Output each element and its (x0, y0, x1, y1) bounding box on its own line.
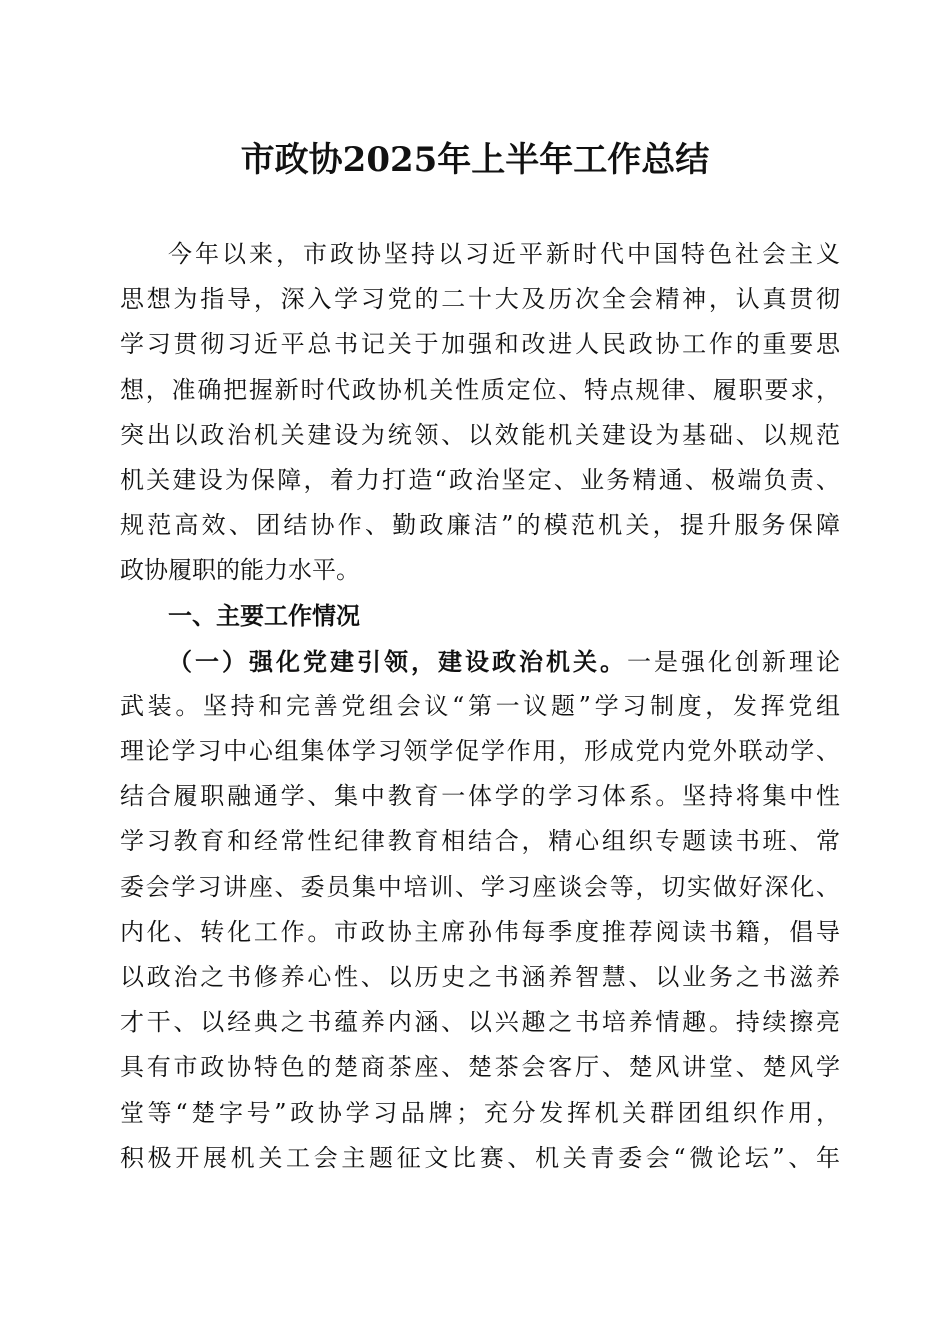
document-title: 市政协2025年上半年工作总结 (240, 140, 710, 180)
inline-text: 一是强化创新理论 (627, 647, 840, 676)
paragraph-line (120, 639, 840, 684)
paragraph-line: 规范高效、团结协作、勤政廉洁”的模范机关，提升服务保障 (120, 511, 840, 540)
section-heading: 一、主要工作情况 (168, 601, 360, 630)
paragraph-line: 今年以来，市政协坚持以习近平新时代中国特色社会主义 (168, 240, 840, 268)
paragraph-line: 积极开展机关工会主题征文比赛、机关青委会“微论坛”、年 (120, 1143, 840, 1172)
paragraph-line: 学习贯彻习近平总书记关于加强和改进人民政协工作的重要思 (120, 330, 840, 359)
paragraph-line: 结合履职融通学、集中教育一体学的学习体系。坚持将集中性 (120, 782, 840, 811)
paragraph-line: 武装。坚持和完善党组会议“第一议题”学习制度，发挥党组 (120, 691, 840, 720)
paragraph-line: 才干、以经典之书蕴养内涵、以兴趣之书培养情趣。持续擦亮 (120, 1008, 840, 1037)
paragraph-line: 内化、转化工作。市政协主席孙伟每季度推荐阅读书籍，倡导 (120, 917, 840, 946)
paragraph-line: 突出以政治机关建设为统领、以效能机关建设为基础、以规范 (120, 420, 840, 449)
paragraph-line: 学习教育和经常性纪律教育相结合，精心组织专题读书班、常 (120, 827, 840, 856)
paragraph-line: 想，准确把握新时代政协机关性质定位、特点规律、履职要求， (120, 375, 840, 404)
paragraph-line: 委会学习讲座、委员集中培训、学习座谈会等，切实做好深化、 (120, 872, 840, 901)
paragraph-line: 具有市政协特色的楚商茶座、楚茶会客厅、楚风讲堂、楚风学 (120, 1053, 840, 1082)
paragraph-line: 机关建设为保障，着力打造“政治坚定、业务精通、极端负责、 (120, 465, 840, 494)
document-body (120, 232, 840, 1181)
paragraph-line: 政协履职的能力水平。 (120, 556, 360, 585)
paragraph-line: 堂等“楚字号”政协学习品牌；充分发挥机关群团组织作用， (120, 1098, 840, 1127)
paragraph-line: 理论学习中心组集体学习领学促学作用，形成党内党外联动学、 (120, 737, 840, 766)
paragraph-line: 思想为指导，深入学习党的二十大及历次全会精神，认真贯彻 (120, 285, 840, 314)
subsection-heading: （一）强化党建引领，建设政治机关。 (168, 646, 627, 676)
paragraph-line: 以政治之书修养心性、以历史之书涵养智慧、以业务之书滋养 (120, 963, 840, 991)
